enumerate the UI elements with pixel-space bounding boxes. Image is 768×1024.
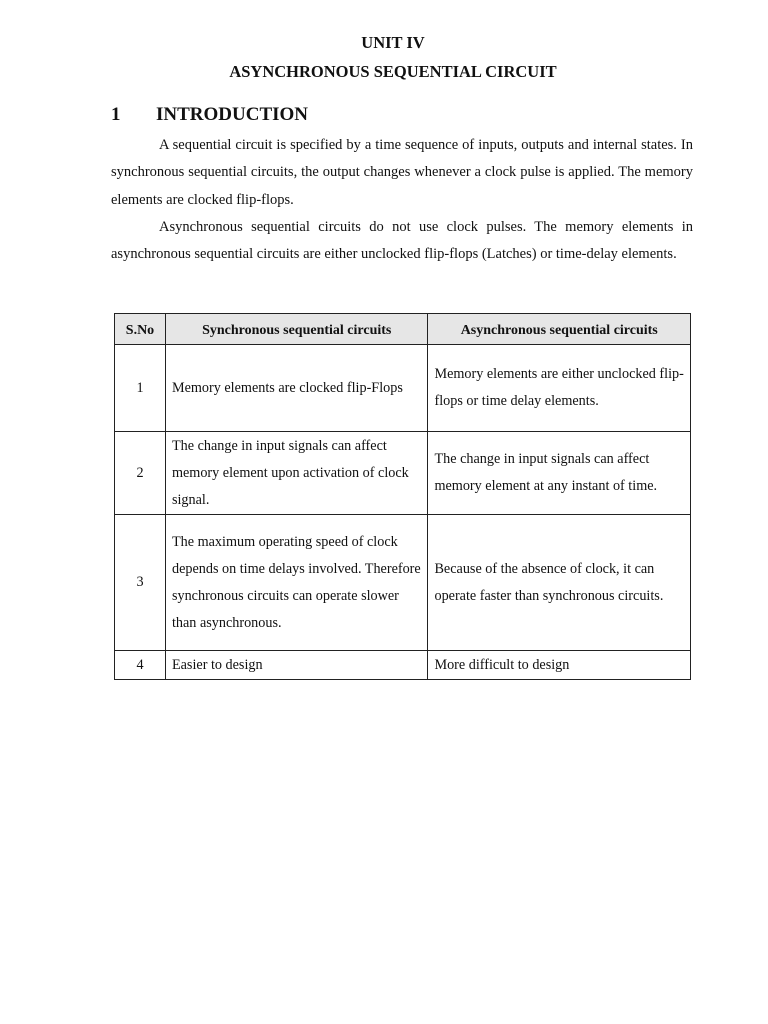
- header-sno: S.No: [115, 314, 166, 345]
- table-header-row: [115, 314, 691, 345]
- row-asynchronous-cell: More difficult to design: [428, 651, 691, 680]
- row-asynchronous-cell: The change in input signals can affect memory element at any instant of time.: [428, 432, 691, 515]
- row-synchronous-cell: Memory elements are clocked flip-Flops: [165, 345, 428, 432]
- table-row: [115, 651, 691, 680]
- header-asynchronous: Asynchronous sequential circuits: [428, 314, 691, 345]
- intro-paragraph-1: A sequential circuit is specified by a time sequence of inputs, outputs and internal states. In synchronous sequential circuits, the output changes whenever a clock pulse is applied. The memory elements are clocked flip-flops.: [111, 137, 693, 208]
- intro-paragraph-2: Asynchronous sequential circuits do not use clock pulses. The memory elements in asynchronous sequential circuits are either unclocked flip-flops (Latches) or time-delay elements.: [111, 219, 693, 263]
- section-number: 1: [111, 104, 121, 125]
- row-asynchronous-cell: Because of the absence of clock, it can operate faster than synchronous circuits.: [428, 515, 691, 651]
- row-synchronous-cell: Easier to design: [165, 651, 428, 680]
- row-sno: 1: [115, 345, 166, 432]
- table-row: [115, 345, 691, 432]
- row-sno: 3: [115, 515, 166, 651]
- row-sno: 4: [115, 651, 166, 680]
- row-asynchronous-cell: Memory elements are either unclocked flip-flops or time delay elements.: [428, 345, 691, 432]
- document-title: ASYNCHRONOUS SEQUENTIAL CIRCUIT: [229, 62, 557, 81]
- table-row: [115, 515, 691, 651]
- header-synchronous: Synchronous sequential circuits: [165, 314, 428, 345]
- row-synchronous-cell: The change in input signals can affect memory element upon activation of clock signal.: [165, 432, 428, 515]
- table-row: [115, 432, 691, 515]
- row-sno: 2: [115, 432, 166, 515]
- section-heading: [111, 103, 308, 127]
- unit-title: UNIT IV: [361, 33, 425, 52]
- comparison-table: [114, 313, 691, 680]
- row-synchronous-cell: The maximum operating speed of clock depends on time delays involved. Therefore synchronous circuits can operate slower than asynchronous.: [165, 515, 428, 651]
- section-title: INTRODUCTION: [156, 104, 309, 125]
